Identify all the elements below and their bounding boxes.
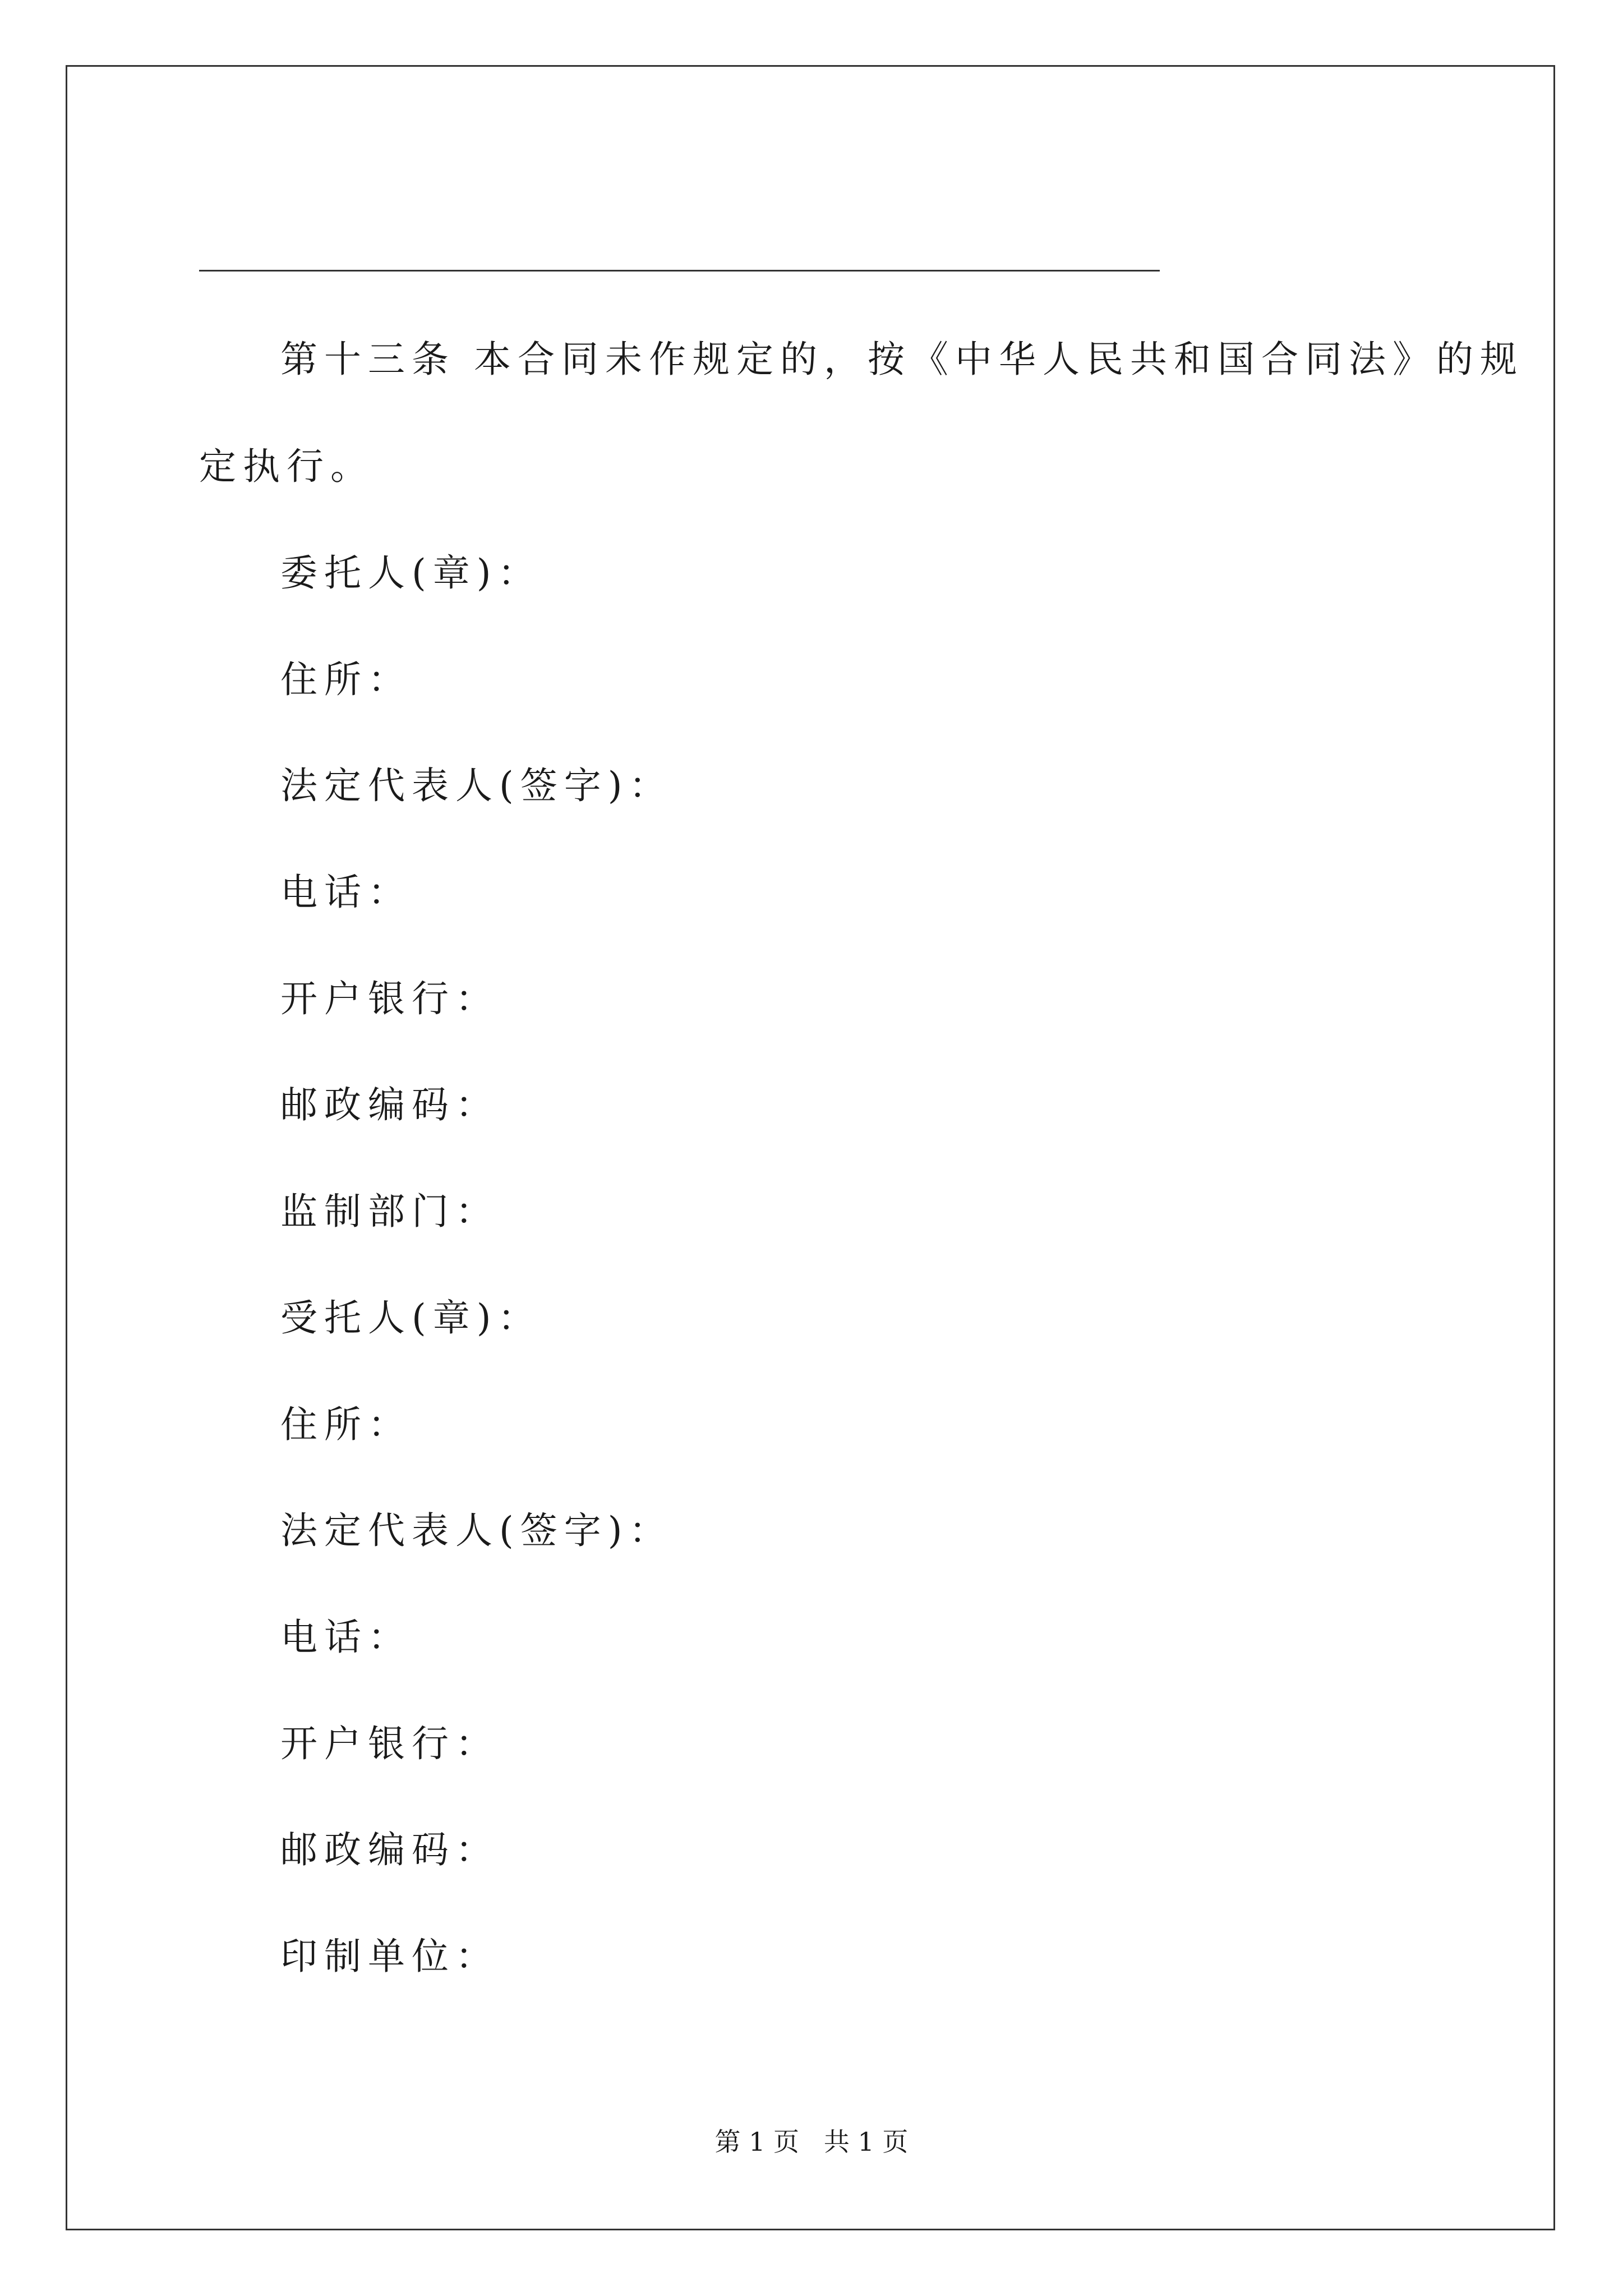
field-trustee-legal-rep: 法定代表人(签字)： bbox=[280, 1509, 673, 1552]
header-rule-line bbox=[199, 270, 1160, 272]
article-13-line-1: 第十三条 本合同未作规定的，按《中华人民共和国合同法》的规 bbox=[280, 338, 1524, 381]
field-client-postcode: 邮政编码： bbox=[280, 1083, 499, 1126]
page-number-footer: 第 1 页 共 1 页 bbox=[714, 2127, 909, 2157]
page-border bbox=[66, 65, 1555, 2230]
field-trustee-bank: 开户银行： bbox=[280, 1722, 499, 1765]
field-client-address: 住所： bbox=[280, 658, 412, 701]
article-13-line-2: 定执行。 bbox=[199, 445, 374, 488]
field-client-bank: 开户银行： bbox=[280, 977, 499, 1020]
field-printing-unit: 印制单位： bbox=[280, 1935, 499, 1978]
field-trustee-seal: 受托人(章)： bbox=[280, 1296, 542, 1340]
field-client-phone: 电话： bbox=[280, 871, 412, 914]
field-client-seal: 委托人(章)： bbox=[280, 551, 542, 595]
field-supervising-dept: 监制部门： bbox=[280, 1190, 499, 1233]
field-trustee-postcode: 邮政编码： bbox=[280, 1828, 499, 1871]
field-client-legal-rep: 法定代表人(签字)： bbox=[280, 764, 673, 807]
field-trustee-phone: 电话： bbox=[280, 1616, 412, 1659]
field-trustee-address: 住所： bbox=[280, 1403, 412, 1446]
